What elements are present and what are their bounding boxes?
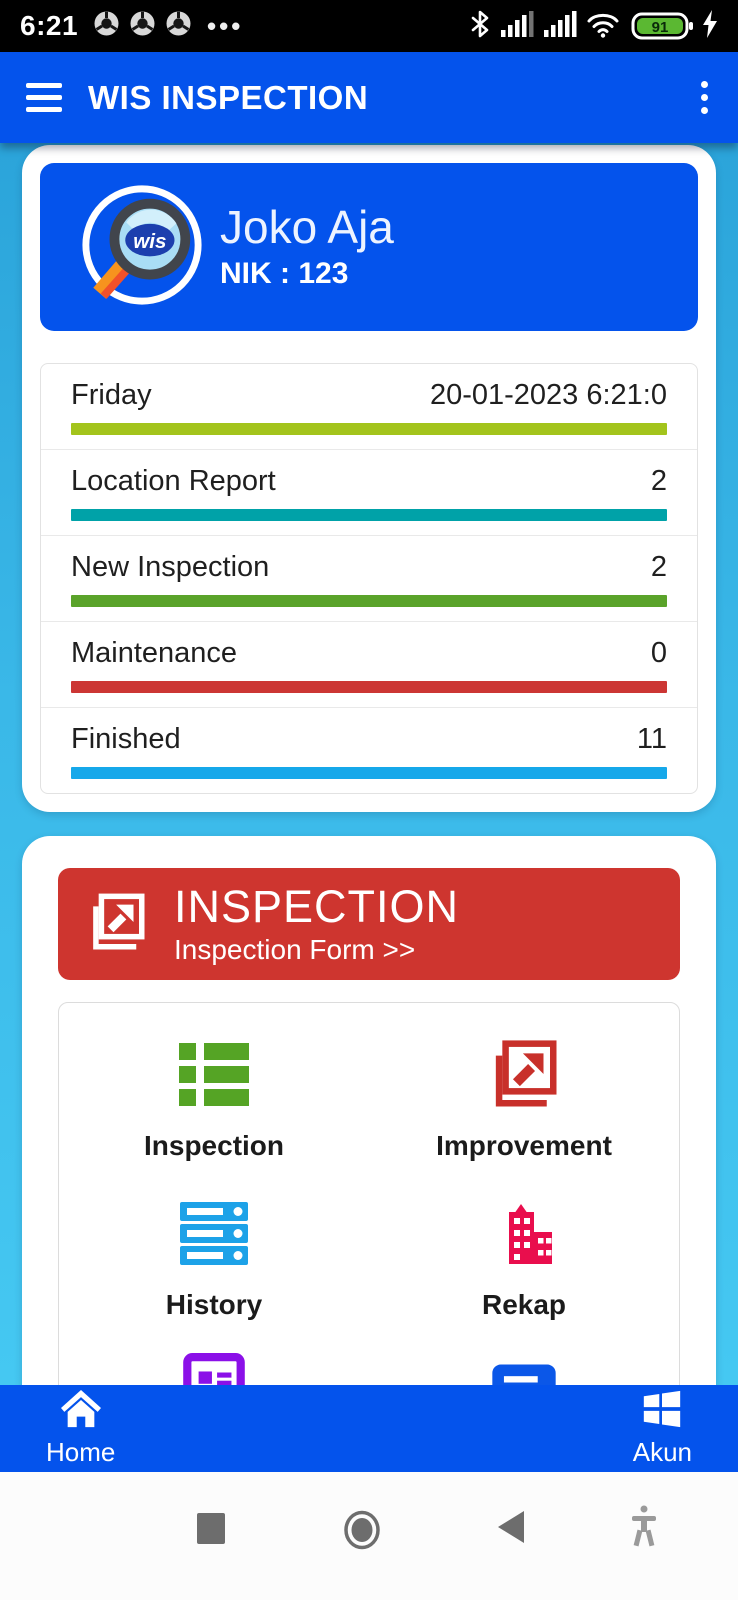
charging-bolt-icon bbox=[702, 9, 718, 44]
stat-value: 2 bbox=[650, 551, 667, 583]
stat-row-finished[interactable] bbox=[41, 708, 697, 793]
photo-arrow-icon bbox=[84, 889, 150, 960]
inspection-banner-button[interactable] bbox=[58, 868, 680, 980]
server-stack-icon bbox=[175, 1194, 253, 1277]
logo-text: wis bbox=[133, 229, 167, 253]
banner-title: INSPECTION bbox=[174, 881, 460, 933]
nav-item-akun[interactable] bbox=[633, 1389, 692, 1468]
recents-square-icon[interactable] bbox=[196, 1510, 226, 1551]
menu-item-news[interactable] bbox=[59, 1353, 369, 1385]
chrome-icon bbox=[165, 10, 192, 42]
back-triangle-icon[interactable] bbox=[497, 1510, 525, 1549]
inspection-card bbox=[22, 836, 716, 1385]
menu-grid bbox=[59, 1035, 679, 1385]
chat-bubble-icon bbox=[486, 1353, 562, 1385]
signal-icon bbox=[543, 9, 577, 44]
stat-underline-bar bbox=[71, 767, 667, 779]
stat-underline-bar bbox=[71, 681, 667, 693]
profile-card bbox=[40, 163, 698, 331]
hamburger-menu-icon[interactable] bbox=[26, 83, 62, 112]
chrome-icon bbox=[129, 10, 156, 42]
signal-icon bbox=[500, 9, 534, 44]
scroll-content[interactable] bbox=[0, 143, 738, 1385]
stat-row-new-inspection[interactable] bbox=[41, 536, 697, 622]
stat-label: Finished bbox=[71, 723, 181, 755]
stat-label: Maintenance bbox=[71, 637, 238, 669]
stat-underline-bar bbox=[71, 595, 667, 607]
system-nav-bar bbox=[0, 1472, 738, 1600]
stats-list bbox=[40, 363, 698, 794]
chrome-icon bbox=[93, 10, 120, 42]
stat-underline-bar bbox=[71, 509, 667, 521]
user-name: Joko Aja bbox=[220, 200, 394, 253]
more-notifications-icon: ••• bbox=[207, 10, 244, 41]
stat-label: New Inspection bbox=[71, 551, 270, 583]
menu-card bbox=[58, 1002, 680, 1385]
status-bar bbox=[0, 0, 738, 52]
bottom-nav-bar bbox=[0, 1385, 738, 1472]
menu-item-label: History bbox=[165, 1289, 263, 1320]
menu-item-improvement[interactable] bbox=[369, 1035, 679, 1162]
user-nik: NIK : 123 bbox=[220, 257, 349, 291]
windows-grid-icon bbox=[642, 1389, 682, 1434]
menu-item-history[interactable] bbox=[59, 1194, 369, 1321]
stat-row-location-report[interactable] bbox=[41, 450, 697, 536]
stat-label: Friday bbox=[71, 379, 152, 411]
menu-item-rekap[interactable] bbox=[369, 1194, 679, 1321]
banner-subtitle: Inspection Form >> bbox=[174, 933, 416, 965]
battery-percent-text: 91 bbox=[651, 19, 669, 36]
wifi-icon bbox=[586, 9, 622, 44]
stat-row-day[interactable] bbox=[41, 364, 697, 450]
accessibility-person-icon[interactable] bbox=[630, 1504, 658, 1553]
stat-value: 11 bbox=[636, 723, 667, 755]
checklist-icon bbox=[173, 1035, 255, 1118]
menu-item-inspection[interactable] bbox=[59, 1035, 369, 1162]
status-bar-left bbox=[20, 10, 243, 42]
app-bar bbox=[0, 52, 738, 143]
stat-label: Location Report bbox=[71, 465, 276, 497]
stat-value: 0 bbox=[650, 637, 667, 669]
menu-item-label: Rekap bbox=[481, 1289, 567, 1320]
home-circle-icon[interactable] bbox=[343, 1510, 381, 1555]
stat-value: 20-01-2023 6:21:0 bbox=[429, 379, 667, 411]
clock-text: 6:21 bbox=[20, 10, 79, 41]
dashboard-card bbox=[22, 145, 716, 812]
photo-arrow-icon bbox=[485, 1035, 563, 1118]
battery-icon bbox=[631, 10, 693, 42]
nav-label: Home bbox=[46, 1437, 116, 1467]
stat-underline-bar bbox=[71, 423, 667, 435]
menu-item-label: Inspection bbox=[143, 1130, 284, 1161]
home-icon bbox=[60, 1389, 102, 1434]
status-bar-right bbox=[469, 8, 718, 45]
nav-item-home[interactable] bbox=[46, 1389, 115, 1468]
nav-label: Akun bbox=[632, 1437, 692, 1467]
building-icon bbox=[485, 1194, 563, 1277]
stat-value: 2 bbox=[650, 465, 667, 497]
menu-item-label: Improvement bbox=[436, 1130, 612, 1161]
stat-row-maintenance[interactable] bbox=[41, 622, 697, 708]
menu-item-chat[interactable] bbox=[369, 1353, 679, 1385]
newspaper-icon bbox=[177, 1353, 251, 1385]
app-title: WIS INSPECTION bbox=[88, 78, 369, 116]
kebab-menu-icon[interactable] bbox=[697, 77, 712, 118]
wis-magnifier-logo bbox=[78, 181, 206, 314]
bluetooth-icon bbox=[469, 8, 491, 45]
